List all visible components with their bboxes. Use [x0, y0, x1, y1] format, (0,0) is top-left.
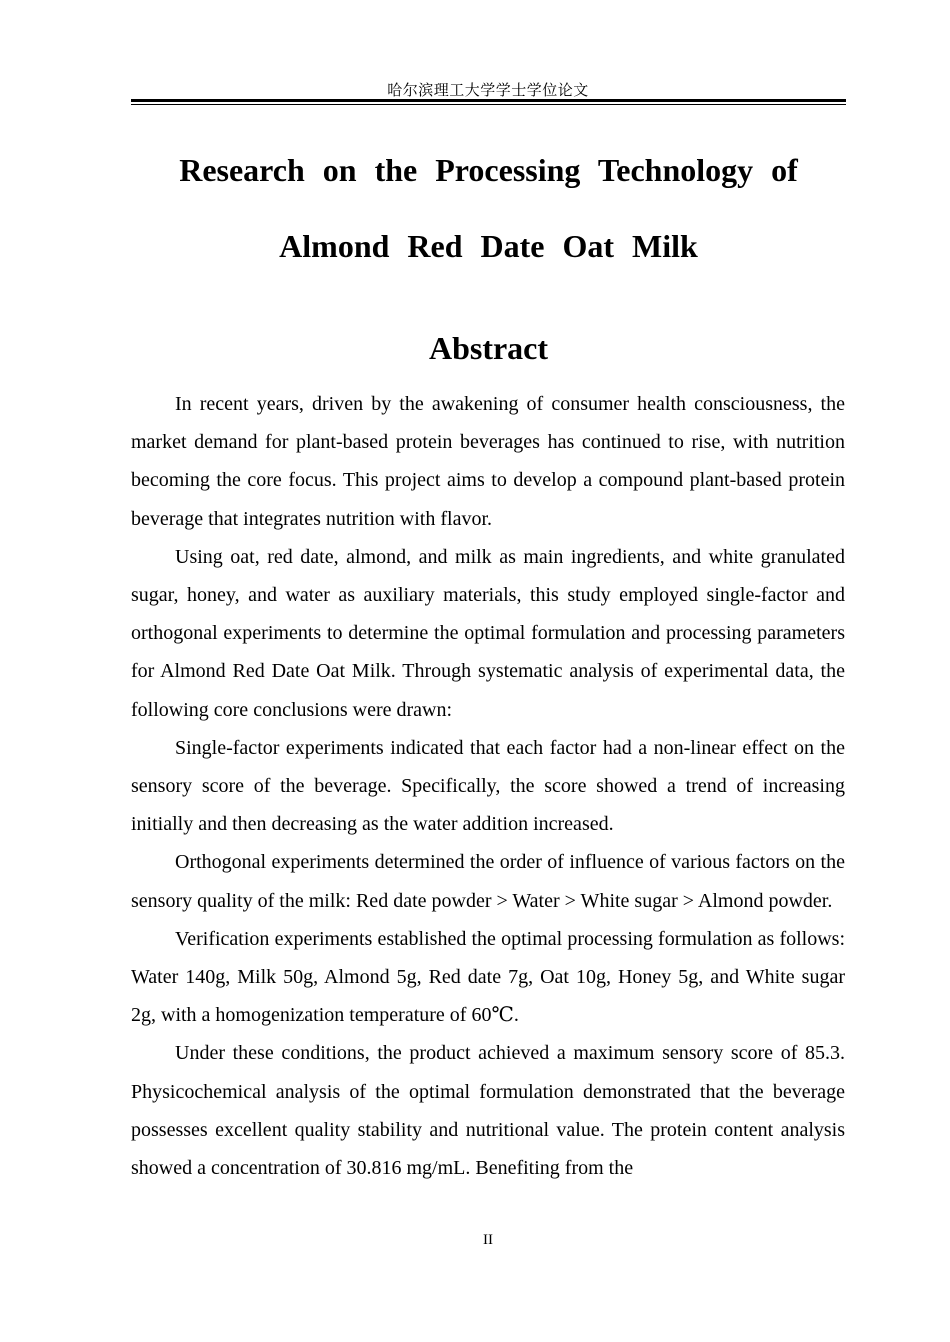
paper-title-line-1: Research on the Processing Technology of	[179, 152, 798, 188]
paper-title-line-2: Almond Red Date Oat Milk	[279, 228, 698, 264]
page-number: II	[483, 1232, 493, 1248]
abstract-body	[131, 385, 845, 1187]
abstract-paragraph: Under these conditions, the product achieved a maximum sensory score of 85.3. Physicochemical analysis of the optimal formulation demonstrated that the beverage possesses excellent quality stability and nutritional value. The protein content analysis showed a concentration of 30.816 mg/mL. Benefiting from the	[131, 1042, 845, 1180]
header-rule-thick	[131, 99, 846, 102]
abstract-paragraph: Single-factor experiments indicated that each factor had a non-linear effect on the sensory score of the beverage. Specifically, the score showed a trend of increasing initially and then decreasing as the water addition increased.	[131, 736, 845, 836]
abstract-heading: Abstract	[428, 330, 549, 366]
running-header-title: 哈尔滨理工大学学士学位论文	[387, 81, 589, 99]
abstract-paragraph: In recent years, driven by the awakening of consumer health consciousness, the market demand for plant-based protein beverages has continued to rise, with nutrition becoming the core focus. This project aims to develop a compound plant-based protein beverage that integrates nutrition with flavor.	[131, 393, 845, 530]
header-rule-thin	[131, 104, 846, 105]
abstract-paragraph: Using oat, red date, almond, and milk as main ingredients, and white granulated sugar, honey, and water as auxiliary materials, this study employed single-factor and orthogonal experiments to determine the optimal formulation and processing parameters for Almond Red Date Oat Milk. Through systematic analysis of experimental data, the following core conclusions were drawn:	[131, 545, 845, 721]
abstract-paragraph: Verification experiments established the optimal processing formulation as follows: Water 140g, Milk 50g, Almond 5g, Red date 7g, Oat 10g, Honey 5g, and White sugar 2g, with a homogenization temperature of 60℃.	[131, 927, 845, 1027]
abstract-paragraph: Orthogonal experiments determined the order of influence of various factors on the sensory quality of the milk: Red date powder > Water > White sugar > Almond powder.	[131, 851, 845, 912]
